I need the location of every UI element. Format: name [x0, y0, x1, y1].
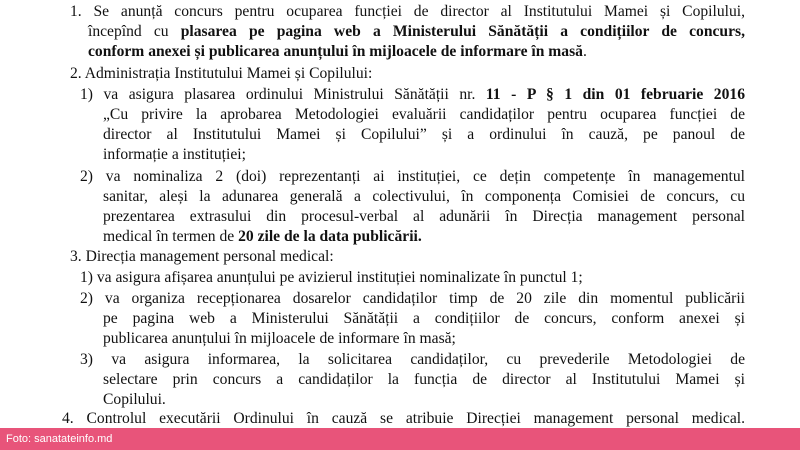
photo-credit: Foto: sanatateinfo.md [6, 433, 113, 445]
item3-sub2-line3: publicarea anunțului în mijloacele de informare în masă; [103, 330, 456, 347]
item1-line1: 1. Se anunță concurs pentru ocuparea funcției de director al Institutului Mamei și Copilului, [70, 3, 745, 20]
item3-sub2-line1: 2) va organiza recepționarea dosarelor candidaților timp de 20 zile din momentul publicării [80, 290, 745, 307]
item3-sub3-line3: Copilului. [103, 391, 166, 408]
item2-sub2-line3: prezentarea extrasului din procesul-verbal al adunării în Direcția management personal [103, 208, 745, 225]
item2-sub2-line1: 2) va nominaliza 2 (doi) reprezentanți ai instituției, ce dețin competențe în managementul [80, 168, 745, 185]
item3-sub1: 1) va asigura afișarea anunțului pe avizierul instituției nominalizate în punctul 1; [80, 269, 583, 286]
item1-line2 [88, 23, 745, 41]
item1-line2-bold: plasarea pe pagina web a Ministerului Sănătății a condițiilor de concurs, [180, 23, 745, 40]
item2-sub2-line4-bold: 20 zile de la data publicării. [238, 228, 422, 245]
item2-sub1-line3: director al Institutului Mamei și Copilului” și a ordinului în cauză, pe panoul de [103, 126, 745, 143]
item1-line2-text: începînd cu [88, 23, 181, 40]
item2-sub1-line4: informație a instituției; [103, 146, 246, 163]
item3-title: 3. Direcția management personal medical: [70, 248, 334, 265]
item2-sub1-line1-bold: 11 - P § 1 din 01 februarie 2016 [485, 86, 745, 103]
item2-sub1-line1 [80, 86, 745, 104]
item2-sub2-line2: sanitar, aleși la adunarea generală a colectivului, în componența Comisiei de concurs, cu [103, 188, 745, 205]
item1-line3-bold: conform anexei și publicarea anunțului în mijloacele de informare în masă [88, 43, 583, 60]
item2-sub2-line4 [103, 228, 422, 246]
item3-sub3-line1: 3) va asigura informarea, la solicitarea candidaților, cu prevederile Metodologiei de [80, 351, 745, 368]
item2-sub1-line1-text: 1) va asigura plasarea ordinului Ministrului Sănătății nr. [80, 86, 486, 103]
item1-line3 [88, 43, 587, 61]
photo-credit-bar [0, 428, 800, 450]
item2-sub1-line2: „Cu privire la aprobarea Metodologiei evaluării candidaților pentru ocuparea funcției de [103, 106, 745, 123]
item3-sub3-line2: selectare prin concurs a candidaților la funcția de director al Institutului Mamei și [103, 371, 745, 388]
item1-line3-end: . [582, 43, 587, 60]
item2-sub2-line4-text: medical în termen de [103, 228, 239, 245]
item2-title: 2. Administrația Institutului Mamei și Copilului: [70, 65, 373, 82]
item3-sub2-line2: pe pagina web a Ministerului Sănătății a condițiilor de concurs, conform anexei și [103, 310, 745, 327]
item4: 4. Controlul executării Ordinului în cauză se atribuie Direcției management personal medical. [62, 410, 745, 427]
